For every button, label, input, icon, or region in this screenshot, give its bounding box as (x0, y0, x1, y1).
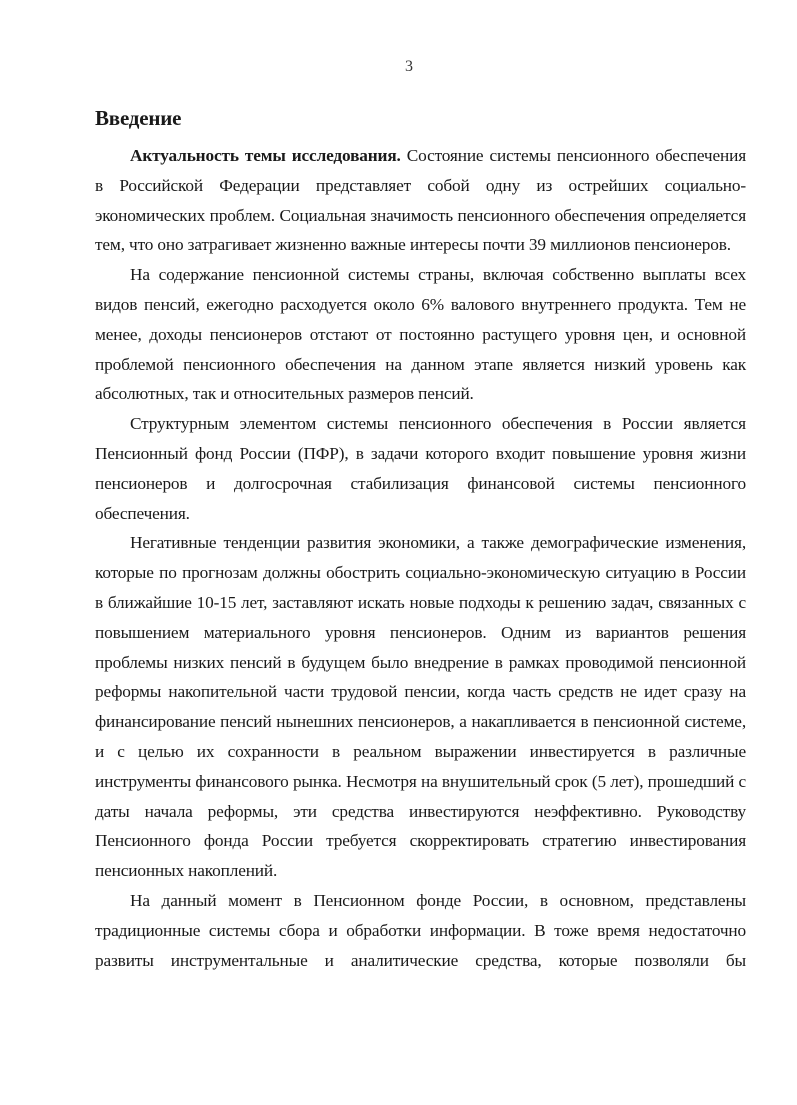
section-heading: Введение (95, 106, 182, 130)
paragraph: На данный момент в Пенсионном фонде России, в основном, представлены традиционные системы сбора и обработки информации. В тоже время недостаточно развиты инструментальные и аналитические средства, которые позволяли бы (95, 890, 746, 970)
document-body (95, 103, 746, 975)
paragraph-relevance (95, 141, 746, 260)
paragraph: Структурным элементом системы пенсионного обеспечения в России является Пенсионный фонд России (ПФР), в задачи которого входит повышение уровня жизни пенсионеров и долгосрочная стабилизация финансовой системы пенсионного обеспечения. (95, 414, 746, 523)
page-number: 3 (405, 58, 413, 75)
paragraph: Негативные тенденции развития экономики, а также демографические изменения, которые по прогнозам должны обострить социально-экономическую ситуацию в России в ближайшие 10-15 лет, заставляют искать новые подходы к решению задач, связанных с повышением материального уровня пенсионеров. Одним из вариантов решения проблемы низких пенсий в будущем было внедрение в рамках проводимой пенсионной реформы накопительной части трудовой пенсии, когда часть средств не идет сразу на финансирование пенсий нынешних пенсионеров, а накапливается в пенсионной системе, и с целью их сохранности в реальном выражении инвестируется в различные инструменты финансового рынка. Несмотря на внушительный срок (5 лет), прошедший с даты начала реформы, эти средства инвестируются неэффективно. Руководству Пенсионного фонда России требуется скорректировать стратегию инвестирования пенсионных накоплений. (95, 533, 746, 881)
paragraph: На содержание пенсионной системы страны, включая собственно выплаты всех видов пенсий, ежегодно расходуется около 6% валового внутреннего продукта. Тем не менее, доходы пенсионеров отстают от постоянно растущего уровня цен, и основной проблемой пенсионного обеспечения на данном этапе является низкий уровень как абсолютных, так и относительных размеров пенсий. (95, 265, 746, 404)
paragraph-text: Состояние системы пенсионного обеспечения в Российской Федерации представляет собой одну из острейших социально-экономических проблем. Социальная значимость пенсионного обеспечения определяется тем, что оно затрагивает жизненно важные интересы почти 39 миллионов пенсионеров. (95, 146, 746, 255)
paragraph-lead-bold: Актуальность темы исследования. (130, 146, 401, 165)
